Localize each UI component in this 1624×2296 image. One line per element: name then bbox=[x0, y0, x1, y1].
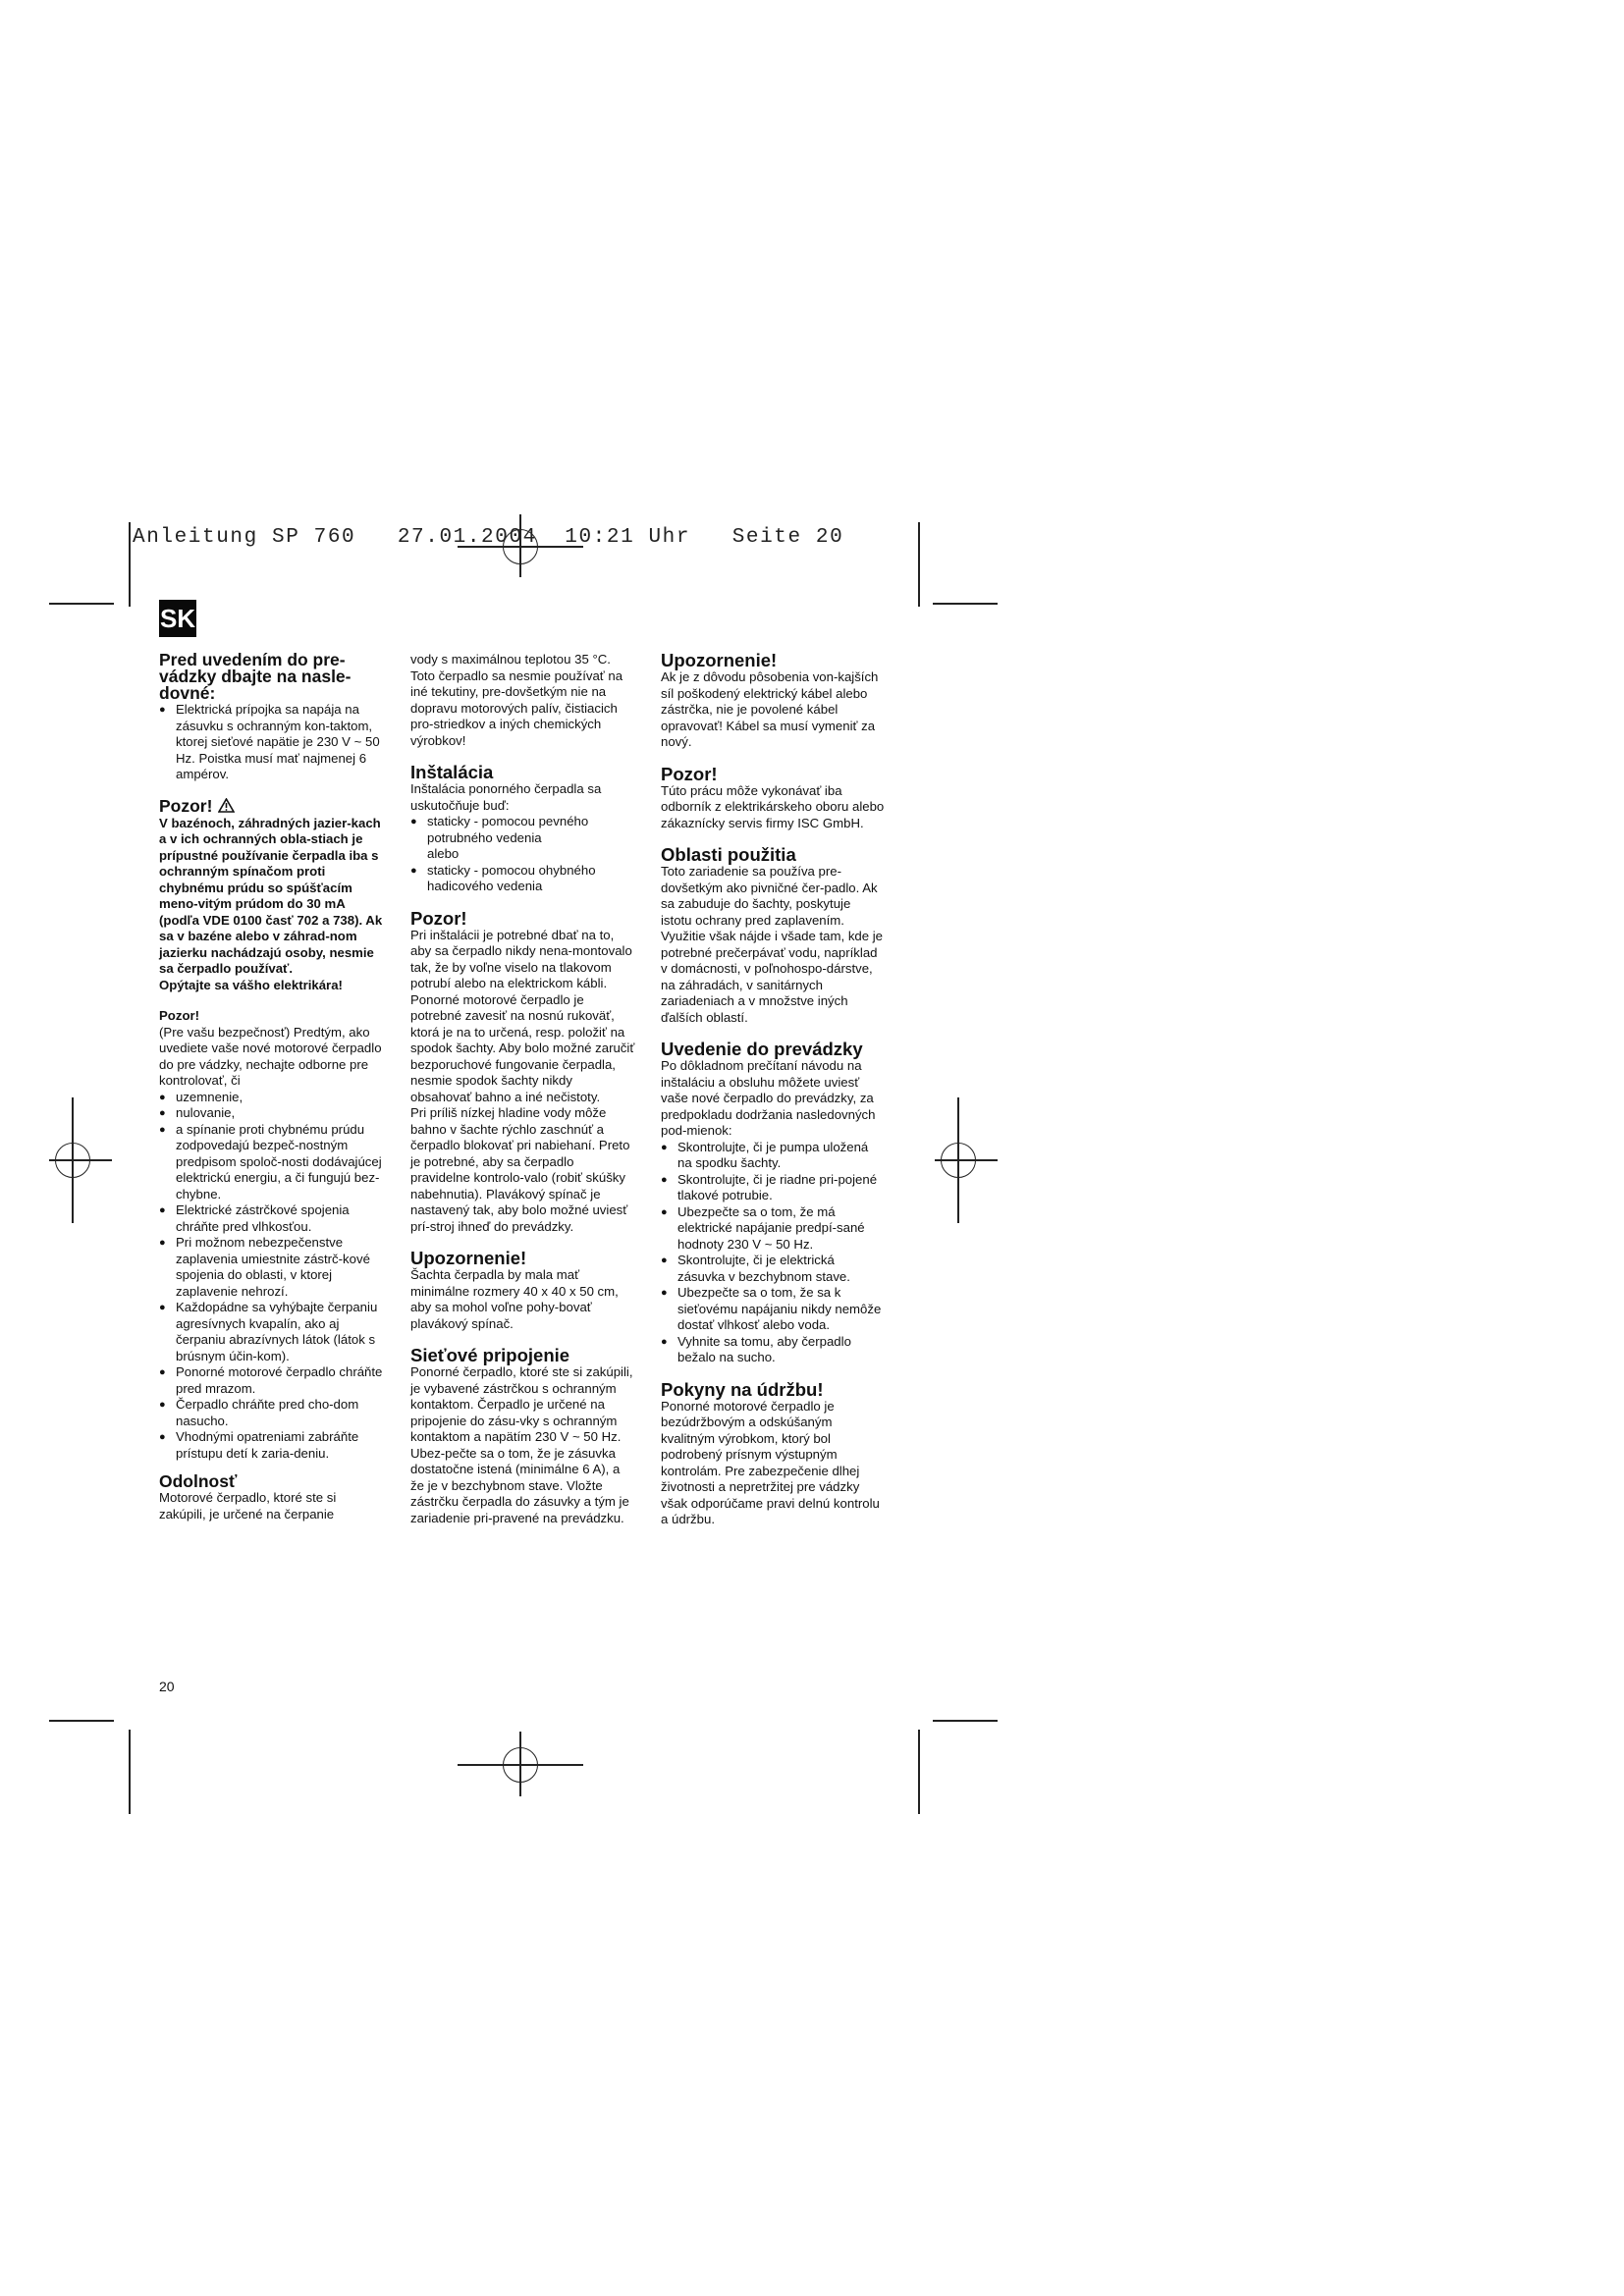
heading-instalacia: Inštalácia bbox=[410, 762, 494, 782]
list-item: ● Elektrická prípojka sa napája na zásuvku s ochranným kon-taktom, ktorej sieťové napätie je 230 V ~ 50 Hz. Poistka musí mať najmenej 6 ampérov. bbox=[159, 702, 383, 783]
heading-sietove-pripojenie: Sieťové pripojenie bbox=[410, 1345, 570, 1365]
pozor-2-text: (Pre vašu bezpečnosť) Predtým, ako uvediete vaše nové motorové čerpadlo do pre vádzky, nechajte odborne pre kontrolovať, či bbox=[159, 1024, 382, 1088]
alebo-text: alebo bbox=[427, 846, 460, 861]
heading-pozor: Pozor! bbox=[159, 798, 383, 816]
upozornenie-text: Šachta čerpadla by mala mať minimálne rozmery 40 x 40 x 50 cm, aby sa mohol voľne pohy-bovať plavákový spínač. bbox=[410, 1267, 619, 1331]
list-item: ● Pri možnom nebezpečenstve zaplavenia umiestnite zástrč-kové spojenia do oblasti, v ktorej zaplavenie nehrozí. bbox=[159, 1235, 383, 1300]
heading-pozor: Pozor! bbox=[661, 763, 718, 784]
pozor-text: Túto prácu môže vykonávať iba odborník z elektrikárskeho oboru alebo zákaznícky servis firmy ISC GmbH. bbox=[661, 782, 885, 830]
column-1 bbox=[159, 652, 383, 1522]
list-item: ● Skontrolujte, či je elektrická zásuvka v bezchybnom stave. bbox=[661, 1253, 885, 1285]
heading-pozor: Pozor! bbox=[410, 907, 467, 929]
odolnost-text: Motorové čerpadlo, ktoré ste si zakúpili, je určené na čerpanie bbox=[159, 1490, 337, 1522]
crop-mark-top-right-h bbox=[933, 603, 998, 605]
list-item: ● Čerpadlo chráňte pred cho-dom nasucho. bbox=[159, 1397, 383, 1429]
bullet-list-uvedenie bbox=[661, 1140, 885, 1366]
heading-upozornenie: Upozornenie! bbox=[410, 1248, 527, 1268]
print-slug-header: Anleitung SP 760 27.01.2004 10:21 Uhr Seite 20 bbox=[133, 526, 844, 549]
list-item: ● Ubezpečte sa o tom, že má elektrické napájanie predpí-sané hodnoty 230 V ~ 50 Hz. bbox=[661, 1204, 885, 1254]
crop-mark-top-left-h bbox=[49, 603, 114, 605]
warning-triangle-icon bbox=[218, 798, 235, 816]
upozornenie-text: Ak je z dôvodu pôsobenia von-kajších síl poškodený elektrický kábel alebo zástrčka, nie je povolené kábel opravovať! Kábel sa musí vymeniť za nový. bbox=[661, 669, 879, 749]
page-number: 20 bbox=[159, 1679, 175, 1694]
pozor-text-2: Pri príliš nízkej hladine vody môže bahno v šachte rýchlo zaschnúť a čerpadlo blokovať pri nabiehaní. Preto je potrebné, aby sa čerpadlo pravidelne kontrolo-valo (robiť skúšky nabehnutia). Plavákový spínač je nastavený tak, aby bolo možné uviesť prí-stroj ihneď do prevádzky. bbox=[410, 1105, 630, 1234]
list-item: ● Ponorné motorové čerpadlo chráňte pred mrazom. bbox=[159, 1364, 383, 1397]
list-item: ● Každopádne sa vyhýbajte čerpaniu agresívnych kvapalín, ako aj čerpaniu abrazívnych látok (látok s brúsnym účin-kom). bbox=[159, 1300, 383, 1364]
crop-mark-bottom-left-h bbox=[49, 1720, 114, 1722]
bullet-list-pozor bbox=[159, 1090, 383, 1463]
list-item: ● staticky - pomocou ohybného hadicového vedenia bbox=[410, 863, 636, 895]
list-item: ● Ubezpečte sa o tom, že sa k sieťovému napájaniu nikdy nemôže dostať vlhkosť alebo voda. bbox=[661, 1285, 885, 1334]
language-tag: SK bbox=[159, 600, 196, 637]
column-2 bbox=[410, 652, 636, 1526]
crop-mark-top-left-v bbox=[129, 522, 131, 607]
continued-text: vody s maximálnou teplotou 35 °C. Toto čerpadlo sa nesmie používať na iné tekutiny, pre-dovšetkým nie na dopravu motorových palív, čistiacich pro-striedkov a iných chemických výrobkov! bbox=[410, 652, 623, 748]
heading-pozor-2: Pozor! bbox=[159, 1008, 200, 1023]
list-item: ● nulovanie, bbox=[159, 1105, 383, 1122]
heading-odolnost: Odolnosť bbox=[159, 1471, 238, 1491]
heading-uvedenie-do-prevadzky: Uvedenie do prevádzky bbox=[661, 1039, 863, 1059]
pokyny-text: Ponorné motorové čerpadlo je bezúdržbovým a odskúšaným kvalitným výrobkom, ktorý bol podrobený prísnym výstupným kontrolám. Pre zabezpečenie dlhej životnosti a nepretržitej pre vádzky však odporúčame pravi delnú kontrolu a údržbu. bbox=[661, 1398, 880, 1526]
column-3 bbox=[661, 652, 885, 1528]
crop-mark-top-right-v bbox=[918, 522, 920, 607]
heading-oblasti-pouzitia: Oblasti použitia bbox=[661, 844, 796, 865]
oblasti-text: Toto zariadenie sa používa pre-dovšetkým ako pivničné čer-padlo. Ak sa zabuduje do šachty, poskytuje istotu ochrany pred zaplavením. Využitie však nájde i všade tam, kde je potrebné prečerpávať vodu, napríklad v domácnosti, v poľnohospo-dárstve, na záhradách, v sanitárnych zariadeniach a v množstve iných ďalších oblastí. bbox=[661, 864, 884, 1025]
sietove-text: Ponorné čerpadlo, ktoré ste si zakúpili, je vybavené zástrčkou s ochranným kontaktom. Čerpadlo je určené na pripojenie do zásu-vky s ochranným kontaktom a napätím 230 V ~ 50 Hz. Ubez-pečte sa o tom, že je zásuvka dostatočne istená (minimálne 6 A), a že je v bezchybnom stave. Vložte zástrčku čerpadla do zásuvky a tým je zariadenie pri-pravené na prevádzku. bbox=[410, 1364, 633, 1525]
crop-mark-bottom-right-v bbox=[918, 1730, 920, 1814]
pozor-bold-text-2: Opýtajte sa vášho elektrikára! bbox=[159, 977, 343, 992]
heading-pokyny-na-udrzbu: Pokyny na údržbu! bbox=[661, 1378, 824, 1400]
list-item: ● uzemnenie, bbox=[159, 1090, 383, 1106]
instalacia-text: Inštalácia ponorného čerpadla sa uskutočňuje buď: bbox=[410, 781, 602, 813]
list-item: ● Vhodnými opatreniami zabráňte prístupu detí k zaria-deniu. bbox=[159, 1429, 383, 1462]
list-item: ● Skontrolujte, či je riadne pri-pojené tlakové potrubie. bbox=[661, 1172, 885, 1204]
list-item: ● Elektrické zástrčkové spojenia chráňte pred vlhkosťou. bbox=[159, 1202, 383, 1235]
list-item: ● staticky - pomocou pevného potrubného vedenia alebo bbox=[410, 814, 636, 863]
uvedenie-text: Po dôkladnom prečítaní návodu na inštaláciu a obsluhu môžete uviesť vaše nové čerpadlo do prevádzky, za predpokladu dodržania nasledovných pod-mienok: bbox=[661, 1058, 876, 1138]
heading-pred-uvedenim: Pred uvedením do pre-vádzky dbajte na nasle-dovné: bbox=[159, 650, 352, 703]
heading-upozornenie: Upozornenie! bbox=[661, 650, 778, 670]
list-item: ● a spínanie proti chybnému prúdu zodpovedajú bezpeč-nostným predpisom spoloč-nosti dodávajúcej elektrickú energiu, a či fungujú bez-chybne. bbox=[159, 1122, 383, 1203]
pozor-bold-text: V bazénoch, záhradných jazier-kach a v ich ochranných obla-stiach je prípustné používanie čerpadla iba s ochranným spínačom proti chybnému prúdu so spúšťacím meno-vitým prúdom do 30 mA (podľa VDE 0100 časť 702 a 738). Ak sa v bazéne alebo v záhrad-nom jazierku nachádzajú osoby, nesmie sa čerpadlo používať. bbox=[159, 815, 383, 976]
crop-mark-bottom-right-h bbox=[933, 1720, 998, 1722]
bullet-list-instalacia bbox=[410, 814, 636, 895]
crop-mark-bottom-left-v bbox=[129, 1730, 131, 1814]
bullet-list-pred bbox=[159, 702, 383, 783]
pozor-text: Pri inštalácii je potrebné dbať na to, aby sa čerpadlo nikdy nena-montovalo tak, že by voľne viselo na tlakovom potrubí alebo na elektrickom kábli. Ponorné motorové čerpadlo je potrebné zavesiť na nosnú rukoväť, ktorá je na to určená, resp. položiť na spodok šachty. Aby bolo možné zaručiť bezporuchové fungovanie čerpadla, nesmie spodok šachty nikdy obsahovať bahno a iné nečistoty. bbox=[410, 927, 635, 1104]
list-item: ● Vyhnite sa tomu, aby čerpadlo bežalo na sucho. bbox=[661, 1334, 885, 1366]
list-item: ● Skontrolujte, či je pumpa uložená na spodku šachty. bbox=[661, 1140, 885, 1172]
